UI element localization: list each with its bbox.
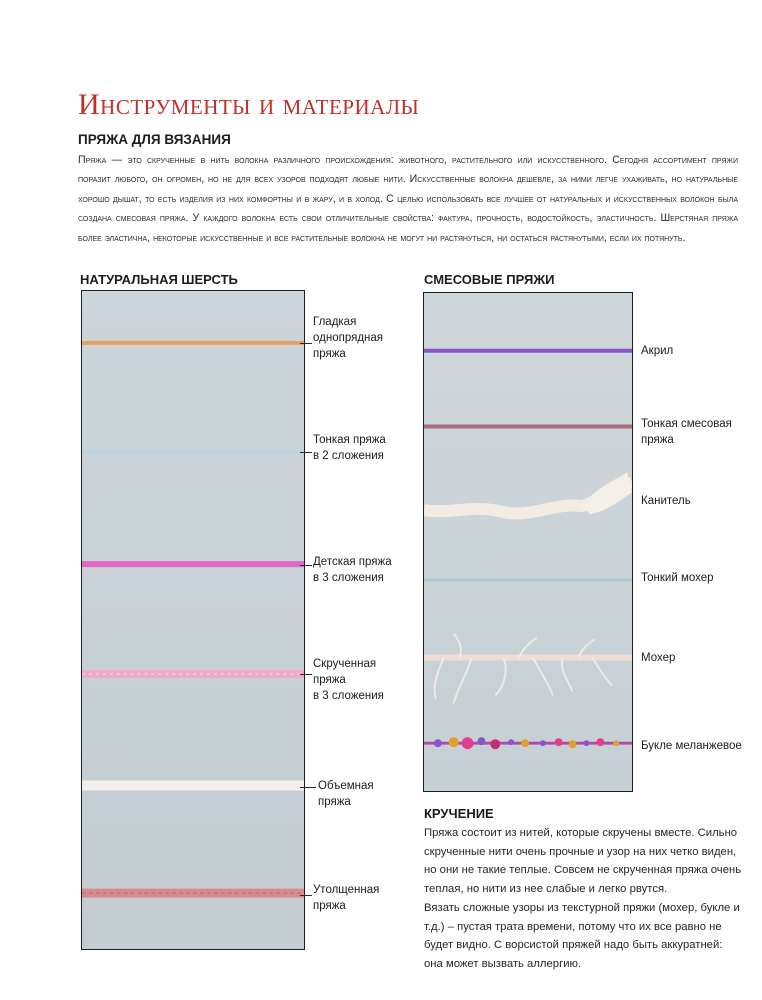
label-thick: Утолщенная пряжа — [313, 884, 380, 912]
label-fine-blend: Тонкая смесовая пряжа — [641, 418, 732, 446]
label-bulky: Объемная пряжа — [318, 780, 374, 808]
leader-line — [300, 674, 312, 675]
label-kanitel: Канитель — [641, 495, 691, 507]
blended-yarns — [424, 293, 632, 791]
blended-heading: СМЕСОВЫЕ ПРЯЖИ — [424, 272, 555, 287]
label-acrylic: Акрил — [641, 345, 674, 357]
intro-paragraph: Пряжа — это скрученные в нить волокна различного происхождения: животного, растительного или искусственного. Сегодня ассортимент пряжи поразит любого, он огромен, но не для всех узоров подходят любые нити. Искусственные волокна дешевле, за ними легче ухаживать, но натуральные хорошо дышат, то есть изделия из них комфортны и в жару, и в холод. С целью использовать все лучшее от натуральных и искусственных волокон была создана смесовая пряжа. У каждого волокна есть свои отличительные свойства: фактура, прочность, водостойкость, эластичность. Шерстяная пряжа более эластична, некоторые искусственные и все растительные волокна не могут ни растянуться, ни остаться растянутыми, если их потянуть. — [78, 154, 738, 244]
page-title: Инструменты и материалы — [78, 88, 420, 121]
natural-wool-yarns — [82, 291, 304, 949]
natural-wool-heading: НАТУРАЛЬНАЯ ШЕРСТЬ — [80, 272, 238, 287]
label-thin-mohair: Тонкий мохер — [641, 572, 714, 584]
twist-heading: КРУЧЕНИЕ — [424, 806, 494, 821]
label-boucle: Букле меланжевое — [641, 740, 742, 752]
leader-line — [300, 787, 316, 788]
natural-wool-photo — [81, 290, 305, 950]
leader-line — [300, 895, 312, 896]
twist-body: Пряжа состоит из нитей, которые скручены вместе. Сильно скрученные нити очень прочные и узор на них четко виден, но они не такие теплые. Совсем не скрученная пряжа очень теплая, но нити из нее слабые и легко рвутся. Вязать сложные узоры из текстурной пряжи (мохер, букле и т.д.) – пустая трата времени, потому что их все равно не будет видно. С ворсистой пряжей надо быть аккуратней: она может вызвать аллергию. — [424, 827, 742, 970]
label-thin-2ply: Тонкая пряжа в 2 сложения — [313, 434, 386, 462]
blended-photo — [423, 292, 633, 792]
label-twisted-3ply: Скрученная пряжа в 3 сложения — [313, 658, 384, 702]
label-baby-3ply: Детская пряжа в 3 сложения — [313, 556, 392, 584]
leader-line — [300, 452, 312, 453]
label-mohair: Мохер — [641, 652, 676, 664]
leader-line — [300, 343, 312, 344]
leader-line — [300, 565, 312, 566]
section-heading: ПРЯЖА ДЛЯ ВЯЗАНИЯ — [78, 132, 231, 147]
label-smooth-single: Гладкая однопрядная пряжа — [313, 316, 384, 360]
